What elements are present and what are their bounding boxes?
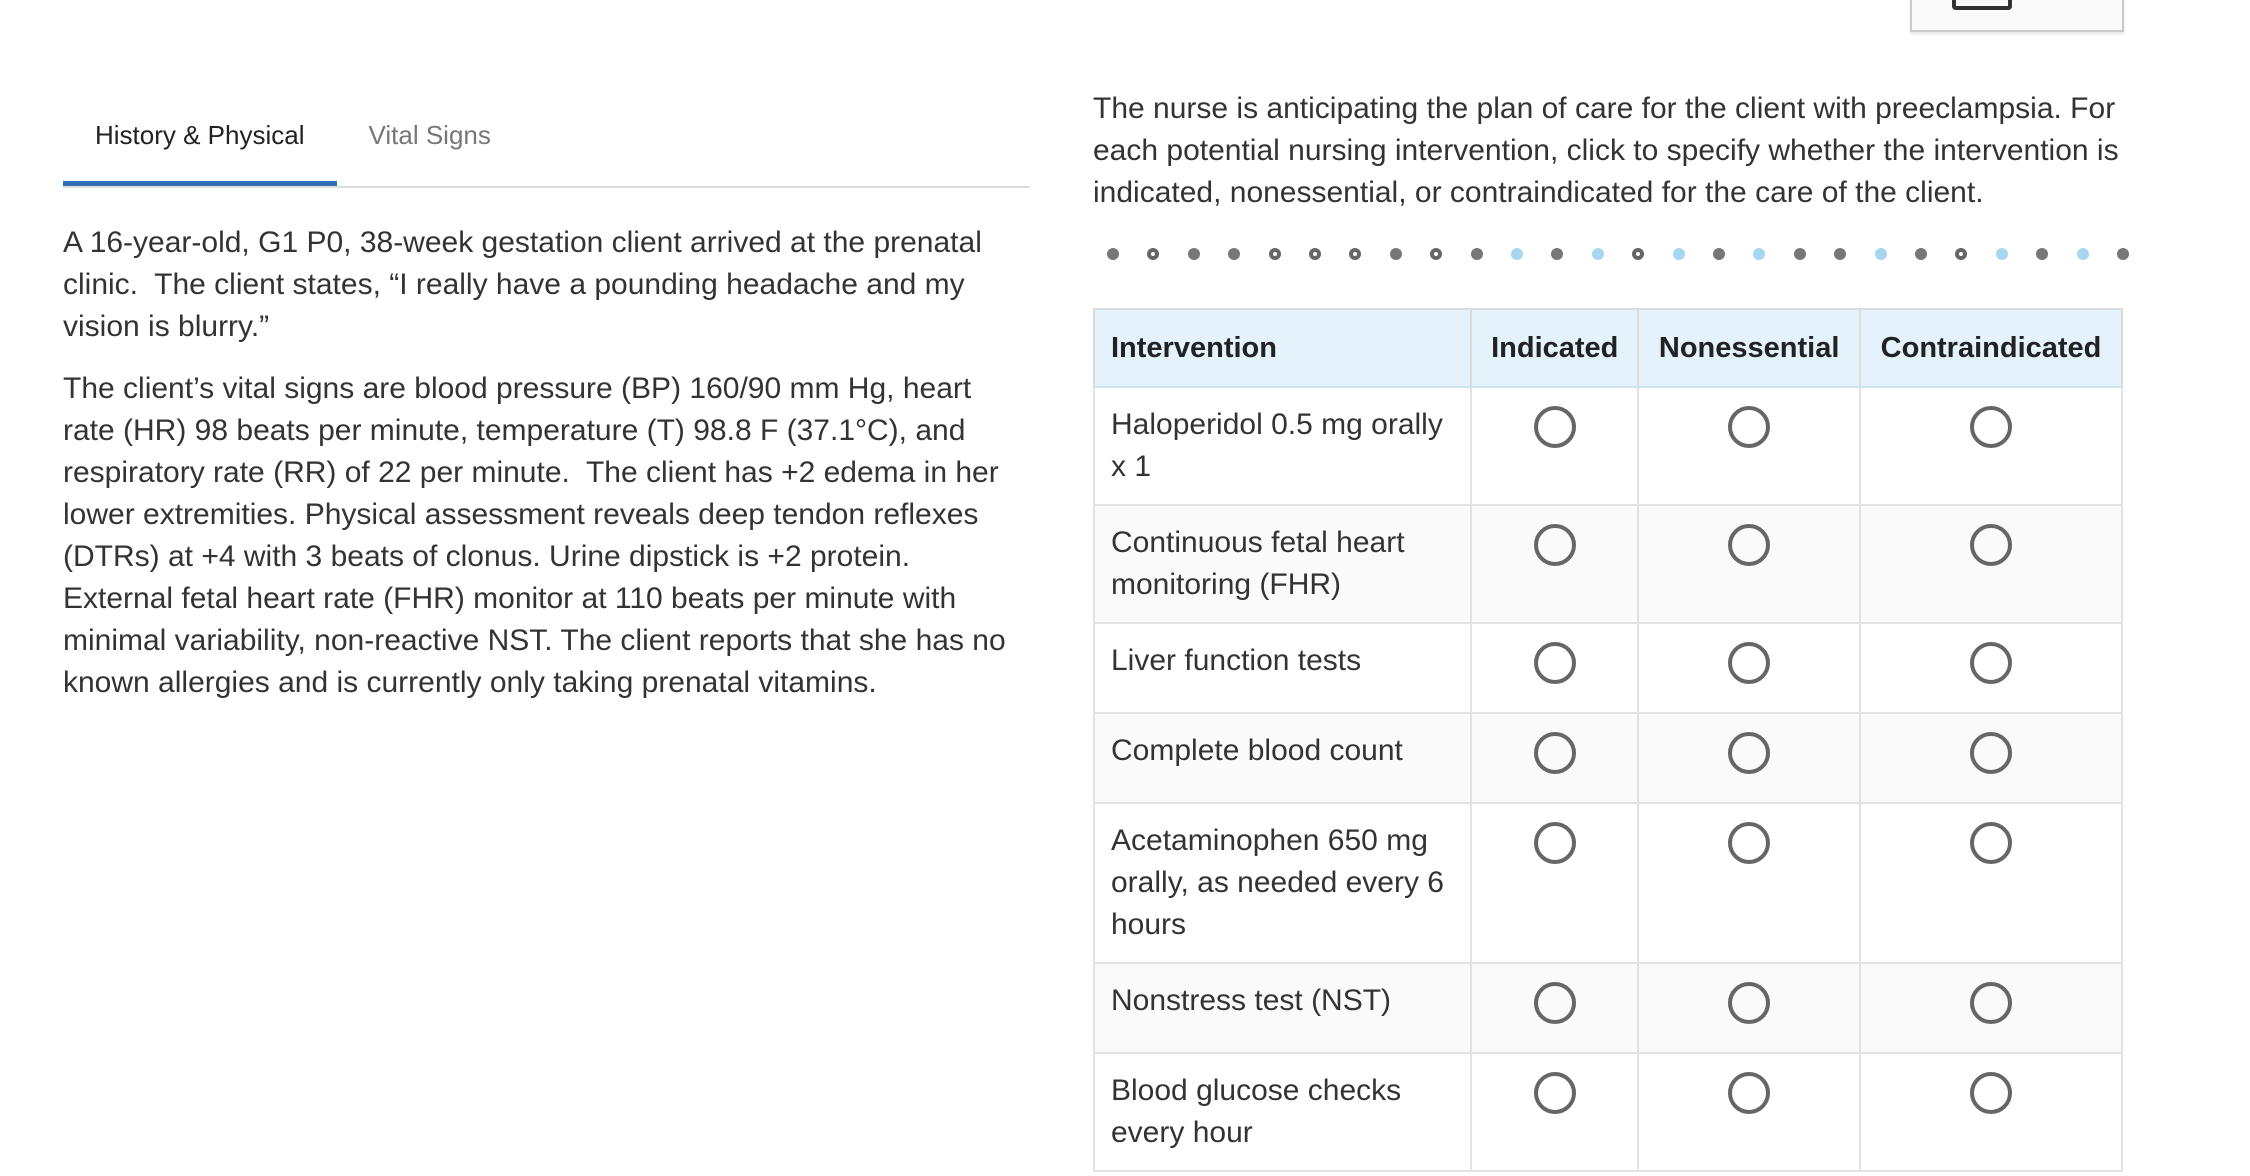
indicated-radio[interactable] [1534,1072,1576,1114]
progress-dot[interactable] [1632,248,1644,260]
contraindicated-radio[interactable] [1970,982,2012,1024]
nonessential-radio[interactable] [1728,982,1770,1024]
header-nonessential: Nonessential [1638,309,1860,387]
radio-cell-contraindicated [1860,623,2122,713]
radio-cell-contraindicated [1860,387,2122,505]
table-row [1094,623,2122,713]
radio-cell-contraindicated [1860,713,2122,803]
indicated-radio[interactable] [1534,406,1576,448]
nonessential-radio[interactable] [1728,732,1770,774]
progress-dot[interactable] [1592,248,1604,260]
progress-dot[interactable] [1147,248,1159,260]
radio-cell-contraindicated [1860,803,2122,963]
indicated-radio[interactable] [1534,732,1576,774]
contraindicated-radio[interactable] [1970,1072,2012,1114]
table-row [1094,803,2122,963]
tab-history-physical[interactable]: History & Physical [63,100,337,186]
case-tabs [63,100,1030,188]
radio-cell-nonessential [1638,387,1860,505]
case-paragraph-2: The client’s vital signs are blood pressure (BP) 160/90 mm Hg, heart rate (HR) 98 beats per minute, temperature (T) 98.8 F (37.1°C), and respiratory rate (RR) of 22 per minute. The client has +2 edema in her lower extremities. Physical assessment reveals deep tendon reflexes (DTRs) at +4 with 3 beats of clonus. Urine dipstick is +2 protein. External fetal heart rate (FHR) monitor at 110 beats per minute with minimal variability, non-reactive NST. The client reports that she has no known allergies and is currently only taking prenatal vitamins. [63,372,1014,699]
radio-cell-indicated [1471,963,1638,1053]
progress-dot[interactable] [1269,248,1281,260]
nonessential-radio[interactable] [1728,822,1770,864]
indicated-radio[interactable] [1534,642,1576,684]
radio-cell-indicated [1471,803,1638,963]
radio-cell-nonessential [1638,1053,1860,1171]
radio-cell-nonessential [1638,713,1860,803]
progress-dot[interactable] [1511,248,1523,260]
progress-dot[interactable] [2077,248,2089,260]
intervention-label: Continuous fetal heart monitoring (FHR) [1094,505,1471,623]
intervention-label: Acetaminophen 650 mg orally, as needed every 6 hours [1094,803,1471,963]
progress-dot[interactable] [1471,248,1483,260]
question-progress-dots [1093,244,2123,264]
header-indicated: Indicated [1471,309,1638,387]
progress-dot[interactable] [1228,248,1240,260]
table-row [1094,713,2122,803]
nonessential-radio[interactable] [1728,524,1770,566]
progress-dot[interactable] [1107,248,1119,260]
progress-dot[interactable] [1996,248,2008,260]
radio-cell-nonessential [1638,505,1860,623]
intervention-matrix [1093,308,2123,1172]
case-paragraph-1: A 16-year-old, G1 P0, 38-week gestation client arrived at the prenatal clinic. The client states, “I really have a pounding headache and my vision is blurry.” [63,226,991,343]
case-text [63,222,1030,704]
header-intervention: Intervention [1094,309,1471,387]
header-contraindicated: Contraindicated [1860,309,2122,387]
intervention-label: Liver function tests [1094,623,1471,713]
progress-dot[interactable] [1834,248,1846,260]
contraindicated-radio[interactable] [1970,822,2012,864]
radio-cell-nonessential [1638,963,1860,1053]
radio-cell-contraindicated [1860,505,2122,623]
radio-cell-indicated [1471,1053,1638,1171]
progress-dot[interactable] [1955,248,1967,260]
progress-dot[interactable] [1188,248,1200,260]
progress-dot[interactable] [1915,248,1927,260]
progress-dot[interactable] [1753,248,1765,260]
indicated-radio[interactable] [1534,982,1576,1024]
radio-cell-indicated [1471,713,1638,803]
progress-dot[interactable] [1349,248,1361,260]
radio-cell-indicated [1471,505,1638,623]
progress-dot[interactable] [1713,248,1725,260]
intervention-label: Nonstress test (NST) [1094,963,1471,1053]
table-header-row [1094,309,2122,387]
radio-cell-indicated [1471,387,1638,505]
progress-dot[interactable] [1794,248,1806,260]
nonessential-radio[interactable] [1728,1072,1770,1114]
question-prompt: The nurse is anticipating the plan of care for the client with preeclampsia. For each potential nursing intervention, click to specify whether the intervention is indicated, nonessential, or contraindicated for the care of the client. [1093,92,2119,209]
indicated-radio[interactable] [1534,524,1576,566]
radio-cell-contraindicated [1860,1053,2122,1171]
table-row [1094,505,2122,623]
contraindicated-radio[interactable] [1970,406,2012,448]
calculator-button[interactable] [1910,0,2124,32]
radio-cell-contraindicated [1860,963,2122,1053]
progress-dot[interactable] [1551,248,1563,260]
tab-vital-signs[interactable]: Vital Signs [368,120,491,150]
table-row [1094,1053,2122,1171]
table-row [1094,963,2122,1053]
case-panel [63,100,1030,724]
progress-dot[interactable] [2117,248,2129,260]
progress-dot[interactable] [2036,248,2048,260]
question-panel [1093,88,2123,1172]
indicated-radio[interactable] [1534,822,1576,864]
contraindicated-radio[interactable] [1970,732,2012,774]
intervention-label: Blood glucose checks every hour [1094,1053,1471,1171]
radio-cell-indicated [1471,623,1638,713]
progress-dot[interactable] [1309,248,1321,260]
contraindicated-radio[interactable] [1970,524,2012,566]
progress-dot[interactable] [1673,248,1685,260]
nonessential-radio[interactable] [1728,406,1770,448]
progress-dot[interactable] [1875,248,1887,260]
intervention-label: Haloperidol 0.5 mg orally x 1 [1094,387,1471,505]
calculator-icon [1952,0,2012,10]
progress-dot[interactable] [1390,248,1402,260]
radio-cell-nonessential [1638,623,1860,713]
table-row [1094,387,2122,505]
progress-dot[interactable] [1430,248,1442,260]
intervention-label: Complete blood count [1094,713,1471,803]
contraindicated-radio[interactable] [1970,642,2012,684]
nonessential-radio[interactable] [1728,642,1770,684]
radio-cell-nonessential [1638,803,1860,963]
